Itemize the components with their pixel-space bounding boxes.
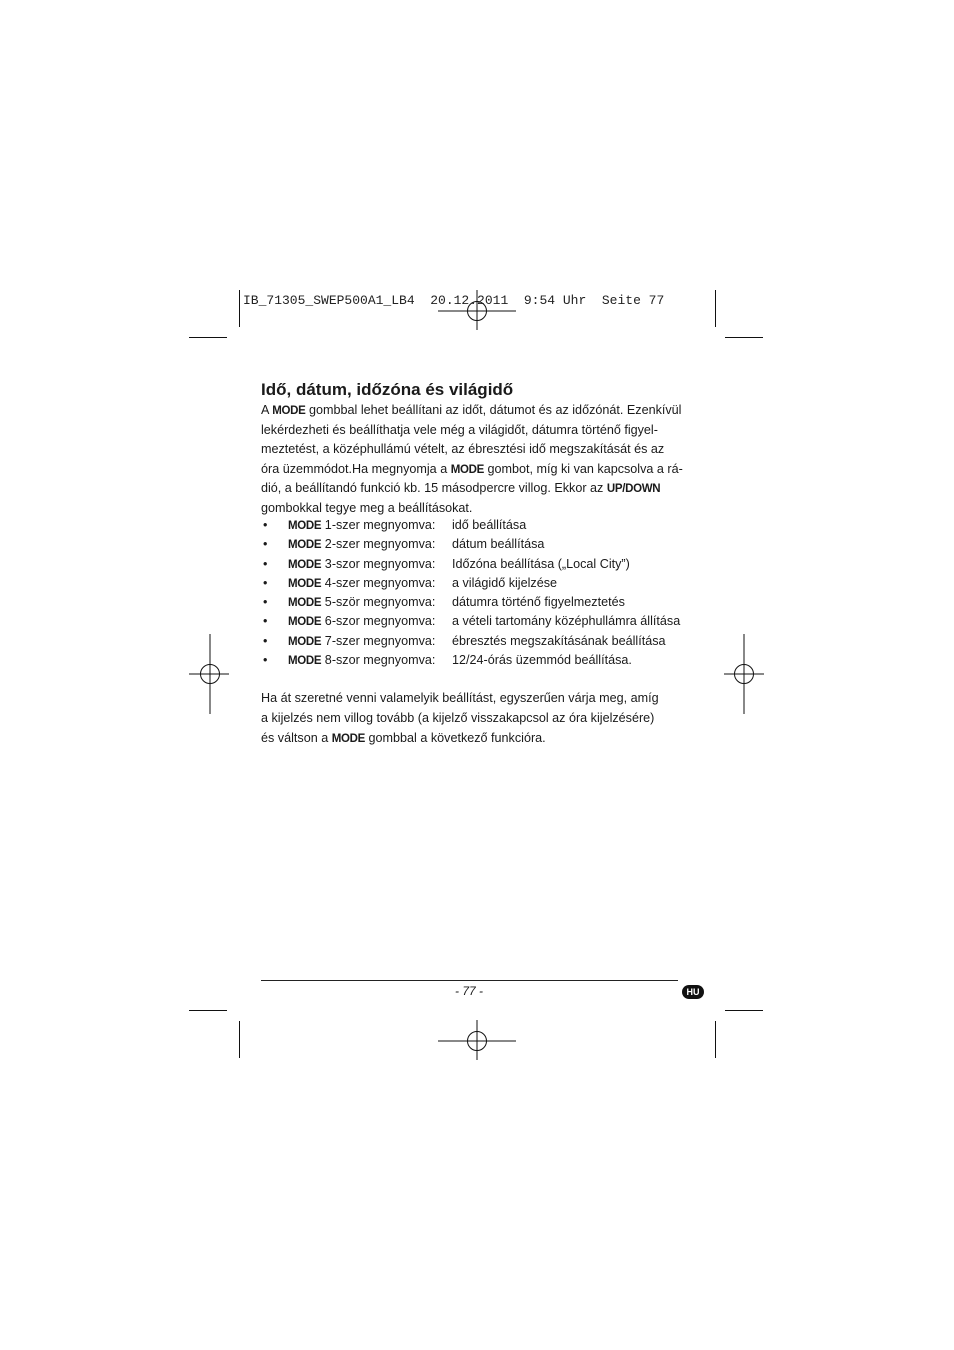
registration-mark-right xyxy=(724,634,764,714)
mode-key-label: MODE xyxy=(272,405,306,417)
mode-key-label: MODE xyxy=(450,463,485,476)
crop-mark-tl-horizontal xyxy=(189,337,227,338)
intro-line-6: gombokkal tegye meg a beállításokat. xyxy=(261,500,473,515)
section-title: Idő, dátum, időzóna és világidő xyxy=(261,380,514,399)
intro-line-5: dió, a beállítandó funkció kb. 15 másodpercre villog. Ekkor az UP/DOWN xyxy=(261,481,661,495)
crop-mark-br-horizontal xyxy=(725,1010,763,1011)
outro-line-1: Ha át szeretné venni valamelyik beállítást, egyszerűen várja meg, amíg xyxy=(261,691,659,705)
crop-mark-tl-vertical xyxy=(239,290,240,327)
crop-mark-bl-horizontal xyxy=(189,1010,227,1011)
bullet-icon: • xyxy=(263,556,268,571)
registration-mark-bottom xyxy=(438,1020,516,1060)
intro-line-1: A MODE gombbal lehet beállítani az időt, dátumot és az időzónát. Ezenkívül xyxy=(261,403,682,417)
outro-paragraph xyxy=(261,689,659,749)
intro-line-4: óra üzemmódot.Ha megnyomja a MODE gombot, míg ki van kapcsolva a rá- xyxy=(261,461,683,476)
bullet-icon: • xyxy=(263,518,268,532)
intro-paragraph xyxy=(261,401,683,518)
bullet-icon: • xyxy=(263,595,268,610)
registration-mark-left xyxy=(189,634,229,714)
crop-mark-br-vertical xyxy=(715,1021,716,1058)
footer-divider xyxy=(261,980,678,981)
bullet-icon: • xyxy=(263,633,268,648)
bullet-icon: • xyxy=(263,614,268,629)
crop-mark-tr-vertical xyxy=(715,290,716,327)
crop-mark-bl-vertical xyxy=(239,1021,240,1058)
intro-line-2: lekérdezheti és beállíthatja vele még a világidőt, dátumra történő figyel- xyxy=(261,422,658,437)
outro-line-3: és váltson a MODE gombbal a következő funkcióra. xyxy=(261,731,546,745)
bullet-icon: • xyxy=(263,537,268,552)
language-badge: HU xyxy=(682,985,704,999)
print-info-header: IB_71305_SWEP500A1_LB4 20.12.2011 9:54 Uhr Seite 77 xyxy=(243,293,665,308)
intro-line-3: meztetést, a középhullámú vételt, az ébresztési idő megszakítását és az xyxy=(261,442,665,456)
page-number: - 77 - xyxy=(455,984,484,998)
bullet-icon: • xyxy=(263,575,268,590)
outro-line-2: a kijelzés nem villog tovább (a kijelző visszakapcsol az óra kijelzésére) xyxy=(261,711,655,725)
up-down-key-label: UP/DOWN xyxy=(606,483,661,495)
crop-mark-tr-horizontal xyxy=(725,337,763,338)
mode-key-label: MODE xyxy=(331,733,366,745)
bullet-icon: • xyxy=(263,653,268,668)
